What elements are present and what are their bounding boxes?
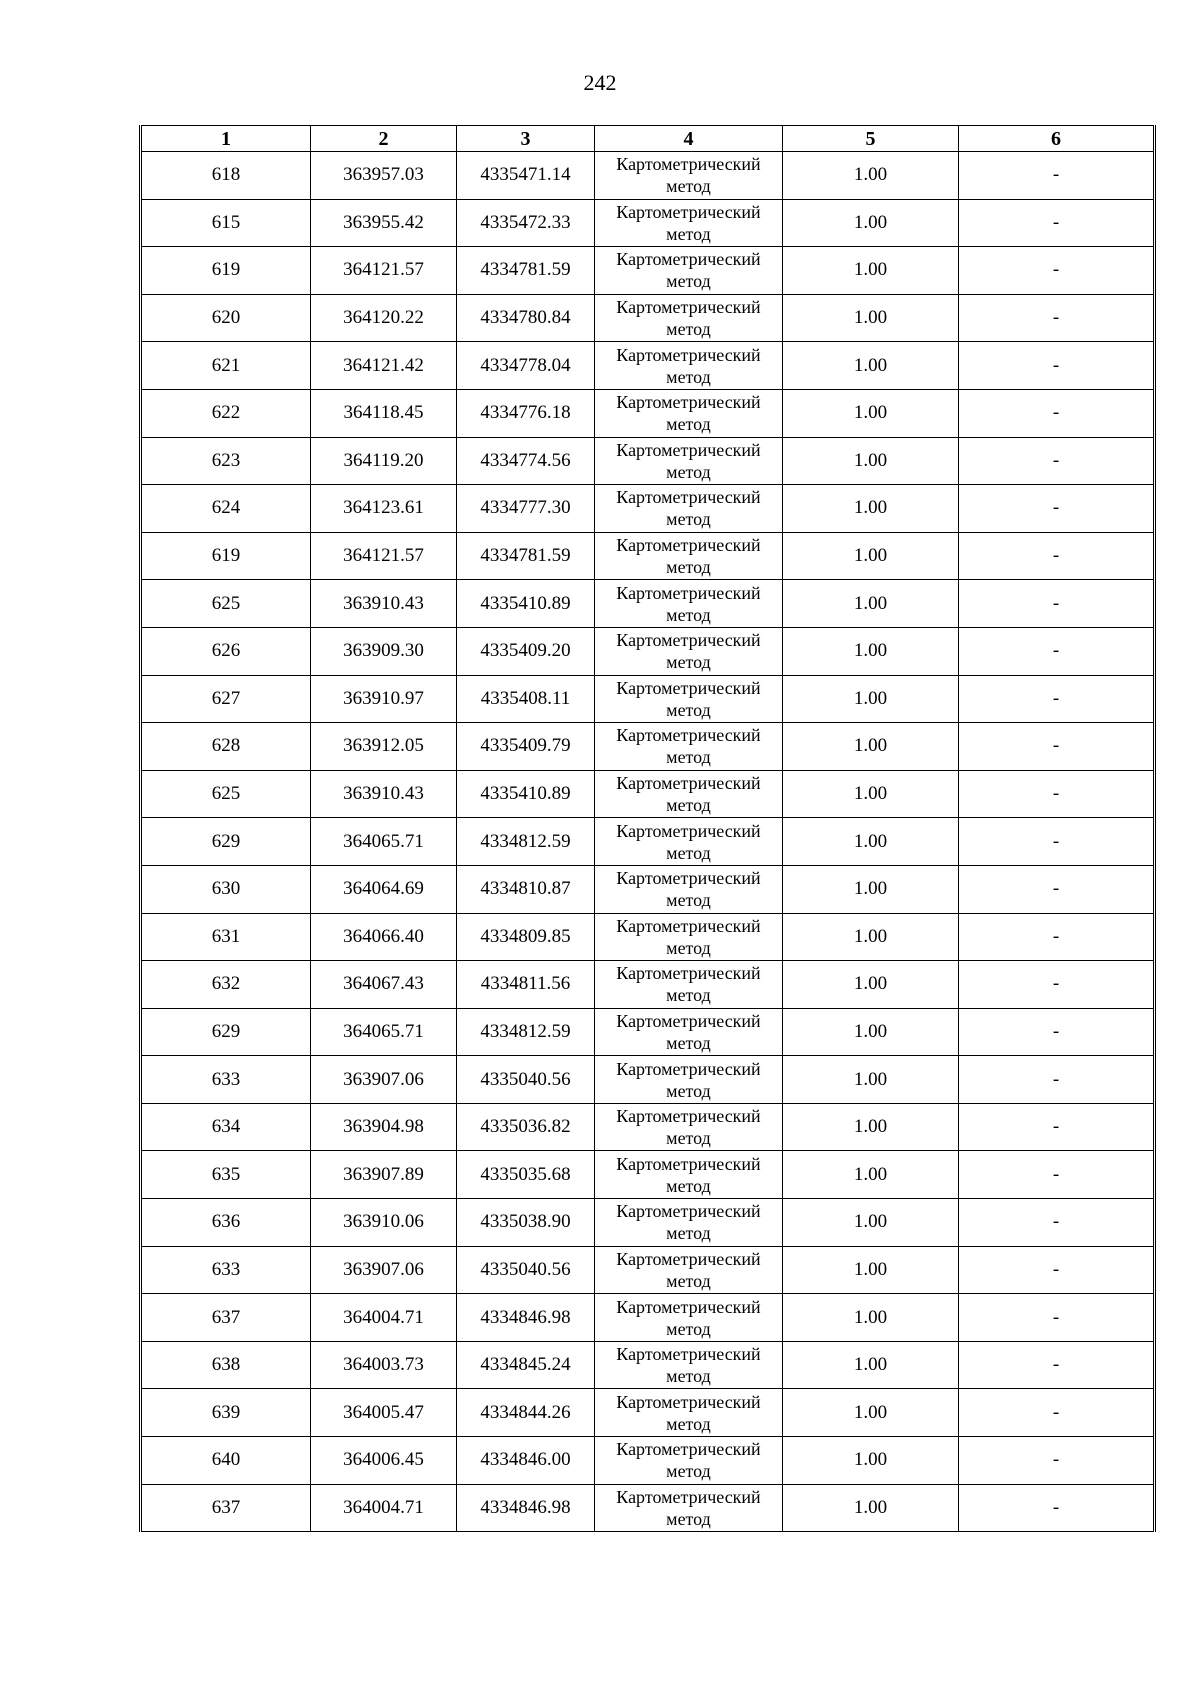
x-coordinate-cell: 364006.45 — [311, 1437, 457, 1485]
accuracy-cell: 1.00 — [783, 770, 959, 818]
method-cell — [595, 1151, 783, 1199]
accuracy-cell: 1.00 — [783, 437, 959, 485]
x-coordinate-cell: 364121.42 — [311, 342, 457, 390]
accuracy-cell: 1.00 — [783, 627, 959, 675]
method-cell — [595, 485, 783, 533]
table-row — [141, 580, 1155, 628]
table-row — [141, 675, 1155, 723]
method-cell — [595, 1341, 783, 1389]
method-cell — [595, 1008, 783, 1056]
accuracy-cell: 1.00 — [783, 532, 959, 580]
method-cell — [595, 437, 783, 485]
method-name-line-2: метод — [666, 557, 711, 578]
y-coordinate-cell: 4334846.00 — [457, 1437, 595, 1485]
method-name-line-2: метод — [666, 747, 711, 768]
method-name-line-2: метод — [666, 1366, 711, 1387]
table-row — [141, 247, 1155, 295]
method-cell — [595, 1056, 783, 1104]
note-cell: - — [959, 865, 1155, 913]
table-row — [141, 1056, 1155, 1104]
table-row — [141, 532, 1155, 580]
table-body — [141, 152, 1155, 1532]
y-coordinate-cell: 4334778.04 — [457, 342, 595, 390]
x-coordinate-cell: 364004.71 — [311, 1294, 457, 1342]
point-number-cell: 623 — [141, 437, 311, 485]
accuracy-cell: 1.00 — [783, 1341, 959, 1389]
method-name-line-1: Картометрический — [616, 1391, 761, 1412]
table-row — [141, 961, 1155, 1009]
accuracy-cell: 1.00 — [783, 1437, 959, 1485]
accuracy-cell: 1.00 — [783, 865, 959, 913]
point-number-cell: 632 — [141, 961, 311, 1009]
note-cell: - — [959, 247, 1155, 295]
accuracy-cell: 1.00 — [783, 961, 959, 1009]
x-coordinate-cell: 364120.22 — [311, 294, 457, 342]
table-row — [141, 627, 1155, 675]
method-name-line-2: метод — [666, 1032, 711, 1053]
y-coordinate-cell: 4335471.14 — [457, 152, 595, 200]
x-coordinate-cell: 364004.71 — [311, 1484, 457, 1532]
table-header-row — [141, 126, 1155, 152]
x-coordinate-cell: 364067.43 — [311, 961, 457, 1009]
method-name-line-2: метод — [666, 271, 711, 292]
table-row — [141, 1246, 1155, 1294]
method-name-line-2: метод — [666, 1270, 711, 1291]
table-row — [141, 723, 1155, 771]
method-name-line-1: Картометрический — [616, 630, 761, 651]
table-row — [141, 342, 1155, 390]
method-name-line-1: Картометрический — [616, 582, 761, 603]
method-name-line-1: Картометрический — [616, 677, 761, 698]
note-cell: - — [959, 152, 1155, 200]
accuracy-cell: 1.00 — [783, 1151, 959, 1199]
y-coordinate-cell: 4335410.89 — [457, 770, 595, 818]
point-number-cell: 625 — [141, 580, 311, 628]
y-coordinate-cell: 4335410.89 — [457, 580, 595, 628]
column-header-3: 3 — [457, 126, 595, 152]
point-number-cell: 629 — [141, 818, 311, 866]
point-number-cell: 635 — [141, 1151, 311, 1199]
method-name-line-1: Картометрический — [616, 1296, 761, 1317]
method-name-line-2: метод — [666, 1223, 711, 1244]
method-name-line-2: метод — [666, 1128, 711, 1149]
y-coordinate-cell: 4334780.84 — [457, 294, 595, 342]
note-cell: - — [959, 1056, 1155, 1104]
note-cell: - — [959, 1199, 1155, 1247]
x-coordinate-cell: 364065.71 — [311, 818, 457, 866]
point-number-cell: 628 — [141, 723, 311, 771]
note-cell: - — [959, 961, 1155, 1009]
y-coordinate-cell: 4334845.24 — [457, 1341, 595, 1389]
point-number-cell: 626 — [141, 627, 311, 675]
y-coordinate-cell: 4334781.59 — [457, 532, 595, 580]
method-cell — [595, 1484, 783, 1532]
column-header-4: 4 — [595, 126, 783, 152]
method-name-line-1: Картометрический — [616, 1344, 761, 1365]
accuracy-cell: 1.00 — [783, 1008, 959, 1056]
y-coordinate-cell: 4334811.56 — [457, 961, 595, 1009]
method-name-line-1: Картометрический — [616, 1439, 761, 1460]
accuracy-cell: 1.00 — [783, 152, 959, 200]
y-coordinate-cell: 4334810.87 — [457, 865, 595, 913]
method-name-line-2: метод — [666, 319, 711, 340]
accuracy-cell: 1.00 — [783, 199, 959, 247]
method-name-line-2: метод — [666, 604, 711, 625]
table-row — [141, 389, 1155, 437]
method-cell — [595, 770, 783, 818]
method-name-line-1: Картометрический — [616, 201, 761, 222]
coordinates-table — [139, 125, 1156, 1532]
x-coordinate-cell: 364121.57 — [311, 532, 457, 580]
method-cell — [595, 961, 783, 1009]
point-number-cell: 637 — [141, 1484, 311, 1532]
method-cell — [595, 1103, 783, 1151]
method-cell — [595, 532, 783, 580]
note-cell: - — [959, 1294, 1155, 1342]
method-name-line-1: Картометрический — [616, 439, 761, 460]
method-name-line-2: метод — [666, 1508, 711, 1529]
y-coordinate-cell: 4335040.56 — [457, 1056, 595, 1104]
method-cell — [595, 342, 783, 390]
point-number-cell: 638 — [141, 1341, 311, 1389]
table-row — [141, 437, 1155, 485]
method-name-line-1: Картометрический — [616, 1153, 761, 1174]
note-cell: - — [959, 1484, 1155, 1532]
method-name-line-2: метод — [666, 699, 711, 720]
table-row — [141, 294, 1155, 342]
note-cell: - — [959, 1246, 1155, 1294]
method-name-line-2: метод — [666, 223, 711, 244]
method-cell — [595, 818, 783, 866]
accuracy-cell: 1.00 — [783, 723, 959, 771]
y-coordinate-cell: 4335038.90 — [457, 1199, 595, 1247]
note-cell: - — [959, 818, 1155, 866]
point-number-cell: 624 — [141, 485, 311, 533]
table-row — [141, 1199, 1155, 1247]
method-cell — [595, 913, 783, 961]
method-name-line-2: метод — [666, 461, 711, 482]
point-number-cell: 629 — [141, 1008, 311, 1056]
method-name-line-1: Картометрический — [616, 1248, 761, 1269]
note-cell: - — [959, 913, 1155, 961]
point-number-cell: 639 — [141, 1389, 311, 1437]
note-cell: - — [959, 770, 1155, 818]
method-cell — [595, 1246, 783, 1294]
table-row — [141, 818, 1155, 866]
page-number: 242 — [583, 70, 617, 95]
point-number-cell: 618 — [141, 152, 311, 200]
method-name-line-1: Картометрический — [616, 963, 761, 984]
accuracy-cell: 1.00 — [783, 485, 959, 533]
method-name-line-1: Картометрический — [616, 820, 761, 841]
x-coordinate-cell: 363910.43 — [311, 770, 457, 818]
method-name-line-1: Картометрический — [616, 1106, 761, 1127]
x-coordinate-cell: 364066.40 — [311, 913, 457, 961]
note-cell: - — [959, 723, 1155, 771]
note-cell: - — [959, 1008, 1155, 1056]
point-number-cell: 621 — [141, 342, 311, 390]
x-coordinate-cell: 364065.71 — [311, 1008, 457, 1056]
method-cell — [595, 865, 783, 913]
method-name-line-1: Картометрический — [616, 915, 761, 936]
y-coordinate-cell: 4335036.82 — [457, 1103, 595, 1151]
method-name-line-2: метод — [666, 414, 711, 435]
method-name-line-1: Картометрический — [616, 1010, 761, 1031]
accuracy-cell: 1.00 — [783, 1294, 959, 1342]
table-row — [141, 1341, 1155, 1389]
method-name-line-1: Картометрический — [616, 1486, 761, 1507]
method-name-line-1: Картометрический — [616, 725, 761, 746]
table-row — [141, 1389, 1155, 1437]
table-row — [141, 199, 1155, 247]
x-coordinate-cell: 363912.05 — [311, 723, 457, 771]
note-cell: - — [959, 437, 1155, 485]
y-coordinate-cell: 4334809.85 — [457, 913, 595, 961]
point-number-cell: 619 — [141, 532, 311, 580]
y-coordinate-cell: 4334781.59 — [457, 247, 595, 295]
method-name-line-2: метод — [666, 1413, 711, 1434]
y-coordinate-cell: 4335472.33 — [457, 199, 595, 247]
method-name-line-1: Картометрический — [616, 773, 761, 794]
method-name-line-1: Картометрический — [616, 297, 761, 318]
method-name-line-2: метод — [666, 366, 711, 387]
accuracy-cell: 1.00 — [783, 818, 959, 866]
accuracy-cell: 1.00 — [783, 1389, 959, 1437]
method-name-line-2: метод — [666, 1461, 711, 1482]
method-cell — [595, 723, 783, 771]
method-name-line-2: метод — [666, 1080, 711, 1101]
method-cell — [595, 1389, 783, 1437]
point-number-cell: 615 — [141, 199, 311, 247]
method-name-line-1: Картометрический — [616, 344, 761, 365]
x-coordinate-cell: 363910.43 — [311, 580, 457, 628]
y-coordinate-cell: 4335040.56 — [457, 1246, 595, 1294]
y-coordinate-cell: 4335035.68 — [457, 1151, 595, 1199]
point-number-cell: 640 — [141, 1437, 311, 1485]
method-cell — [595, 1437, 783, 1485]
method-cell — [595, 294, 783, 342]
table-row — [141, 1103, 1155, 1151]
accuracy-cell: 1.00 — [783, 294, 959, 342]
method-name-line-1: Картометрический — [616, 392, 761, 413]
accuracy-cell: 1.00 — [783, 389, 959, 437]
x-coordinate-cell: 363910.97 — [311, 675, 457, 723]
point-number-cell: 636 — [141, 1199, 311, 1247]
method-name-line-1: Картометрический — [616, 249, 761, 270]
column-header-6: 6 — [959, 126, 1155, 152]
table-row — [141, 1151, 1155, 1199]
note-cell: - — [959, 342, 1155, 390]
column-header-2: 2 — [311, 126, 457, 152]
method-name-line-2: метод — [666, 176, 711, 197]
method-name-line-1: Картометрический — [616, 535, 761, 556]
method-cell — [595, 627, 783, 675]
method-name-line-1: Картометрический — [616, 1201, 761, 1222]
accuracy-cell: 1.00 — [783, 1199, 959, 1247]
x-coordinate-cell: 363904.98 — [311, 1103, 457, 1151]
table-row — [141, 1484, 1155, 1532]
note-cell: - — [959, 532, 1155, 580]
point-number-cell: 637 — [141, 1294, 311, 1342]
method-cell — [595, 247, 783, 295]
point-number-cell: 634 — [141, 1103, 311, 1151]
method-name-line-2: метод — [666, 890, 711, 911]
method-cell — [595, 1199, 783, 1247]
method-cell — [595, 1294, 783, 1342]
method-name-line-2: метод — [666, 985, 711, 1006]
y-coordinate-cell: 4335408.11 — [457, 675, 595, 723]
note-cell: - — [959, 294, 1155, 342]
note-cell: - — [959, 675, 1155, 723]
accuracy-cell: 1.00 — [783, 1484, 959, 1532]
note-cell: - — [959, 389, 1155, 437]
point-number-cell: 622 — [141, 389, 311, 437]
y-coordinate-cell: 4334777.30 — [457, 485, 595, 533]
method-name-line-2: метод — [666, 842, 711, 863]
method-name-line-1: Картометрический — [616, 154, 761, 175]
point-number-cell: 619 — [141, 247, 311, 295]
y-coordinate-cell: 4334844.26 — [457, 1389, 595, 1437]
method-cell — [595, 199, 783, 247]
y-coordinate-cell: 4335409.79 — [457, 723, 595, 771]
accuracy-cell: 1.00 — [783, 1103, 959, 1151]
x-coordinate-cell: 364121.57 — [311, 247, 457, 295]
note-cell: - — [959, 1389, 1155, 1437]
table-row — [141, 152, 1155, 200]
method-name-line-2: метод — [666, 1318, 711, 1339]
note-cell: - — [959, 1151, 1155, 1199]
x-coordinate-cell: 363909.30 — [311, 627, 457, 675]
x-coordinate-cell: 364064.69 — [311, 865, 457, 913]
method-name-line-2: метод — [666, 937, 711, 958]
x-coordinate-cell: 364005.47 — [311, 1389, 457, 1437]
y-coordinate-cell: 4335409.20 — [457, 627, 595, 675]
x-coordinate-cell: 363907.06 — [311, 1246, 457, 1294]
note-cell: - — [959, 1341, 1155, 1389]
table-row — [141, 865, 1155, 913]
method-name-line-1: Картометрический — [616, 868, 761, 889]
point-number-cell: 625 — [141, 770, 311, 818]
note-cell: - — [959, 580, 1155, 628]
method-name-line-2: метод — [666, 652, 711, 673]
y-coordinate-cell: 4334774.56 — [457, 437, 595, 485]
method-name-line-2: метод — [666, 509, 711, 530]
accuracy-cell: 1.00 — [783, 913, 959, 961]
point-number-cell: 627 — [141, 675, 311, 723]
point-number-cell: 633 — [141, 1056, 311, 1104]
table-row — [141, 1008, 1155, 1056]
x-coordinate-cell: 364119.20 — [311, 437, 457, 485]
point-number-cell: 633 — [141, 1246, 311, 1294]
method-name-line-1: Картометрический — [616, 487, 761, 508]
accuracy-cell: 1.00 — [783, 1246, 959, 1294]
table-row — [141, 770, 1155, 818]
method-name-line-2: метод — [666, 795, 711, 816]
y-coordinate-cell: 4334846.98 — [457, 1294, 595, 1342]
note-cell: - — [959, 627, 1155, 675]
y-coordinate-cell: 4334812.59 — [457, 1008, 595, 1056]
table-row — [141, 1437, 1155, 1485]
note-cell: - — [959, 1437, 1155, 1485]
method-cell — [595, 389, 783, 437]
method-name-line-1: Картометрический — [616, 1058, 761, 1079]
table-row — [141, 1294, 1155, 1342]
point-number-cell: 620 — [141, 294, 311, 342]
accuracy-cell: 1.00 — [783, 342, 959, 390]
x-coordinate-cell: 363907.06 — [311, 1056, 457, 1104]
note-cell: - — [959, 199, 1155, 247]
accuracy-cell: 1.00 — [783, 1056, 959, 1104]
column-header-1: 1 — [141, 126, 311, 152]
accuracy-cell: 1.00 — [783, 580, 959, 628]
y-coordinate-cell: 4334776.18 — [457, 389, 595, 437]
x-coordinate-cell: 363957.03 — [311, 152, 457, 200]
column-header-5: 5 — [783, 126, 959, 152]
table-row — [141, 913, 1155, 961]
point-number-cell: 631 — [141, 913, 311, 961]
x-coordinate-cell: 364123.61 — [311, 485, 457, 533]
point-number-cell: 630 — [141, 865, 311, 913]
x-coordinate-cell: 364003.73 — [311, 1341, 457, 1389]
note-cell: - — [959, 1103, 1155, 1151]
x-coordinate-cell: 363907.89 — [311, 1151, 457, 1199]
x-coordinate-cell: 363910.06 — [311, 1199, 457, 1247]
method-name-line-2: метод — [666, 1175, 711, 1196]
accuracy-cell: 1.00 — [783, 247, 959, 295]
method-cell — [595, 152, 783, 200]
y-coordinate-cell: 4334812.59 — [457, 818, 595, 866]
x-coordinate-cell: 364118.45 — [311, 389, 457, 437]
x-coordinate-cell: 363955.42 — [311, 199, 457, 247]
accuracy-cell: 1.00 — [783, 675, 959, 723]
y-coordinate-cell: 4334846.98 — [457, 1484, 595, 1532]
method-cell — [595, 580, 783, 628]
note-cell: - — [959, 485, 1155, 533]
method-cell — [595, 675, 783, 723]
table-row — [141, 485, 1155, 533]
